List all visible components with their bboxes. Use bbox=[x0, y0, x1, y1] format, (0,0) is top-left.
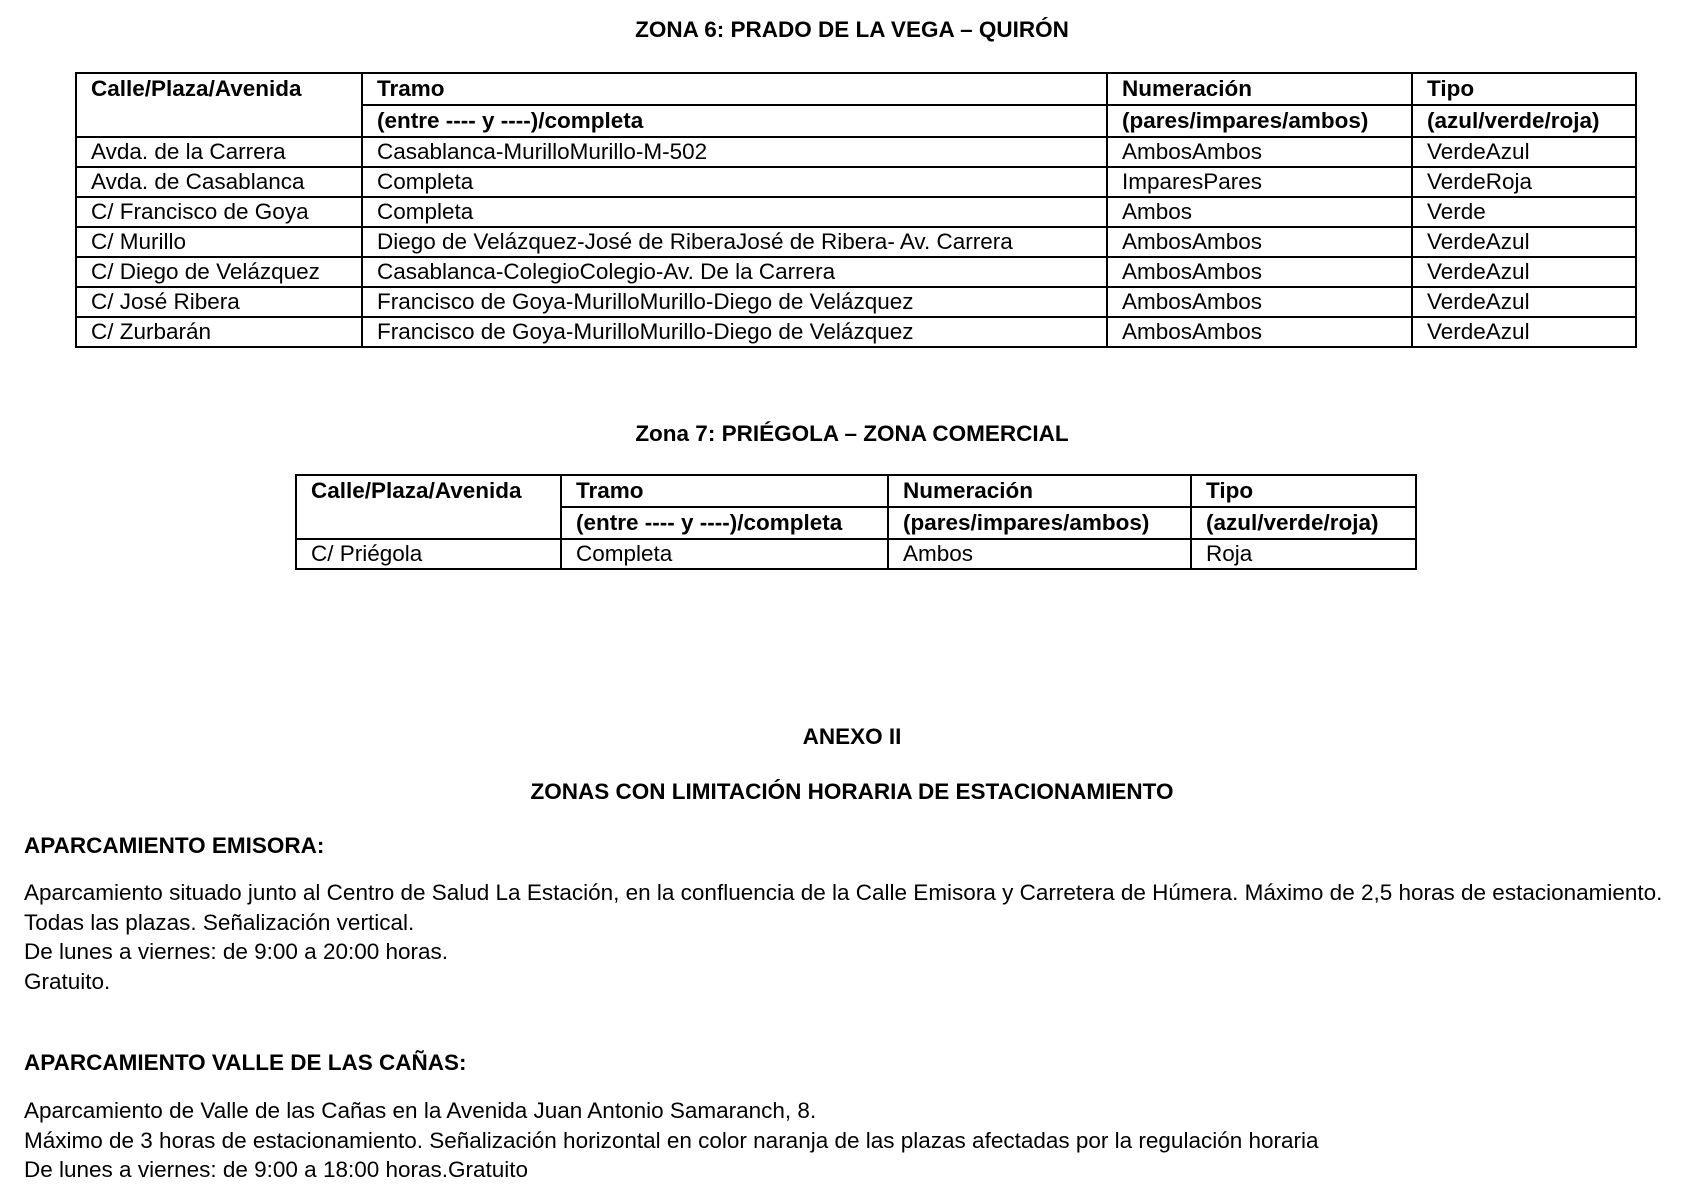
annex-title: ANEXO II bbox=[802, 724, 902, 749]
table-row bbox=[76, 257, 1636, 287]
emisora-p1: Aparcamiento situado junto al Centro de Salud La Estación, en la confluencia de la Calle Emisora y Carretera de Húmera. Máximo de 2,5 horas de estacionamiento. bbox=[24, 880, 1663, 905]
table-row bbox=[76, 167, 1636, 197]
header-street: Calle/Plaza/Avenida bbox=[296, 475, 561, 539]
table-row bbox=[76, 137, 1636, 167]
header-street: Calle/Plaza/Avenida bbox=[76, 73, 362, 137]
emisora-p4: Gratuito. bbox=[24, 968, 111, 994]
valle-p2: Máximo de 3 horas de estacionamiento. Señalización horizontal en color naranja de las plazas afectadas por la regulación horaria bbox=[24, 1127, 1319, 1153]
tipo-cell: VerdeAzul bbox=[1412, 227, 1636, 257]
tramo-cell: Completa bbox=[362, 197, 1107, 227]
emisora-p3: De lunes a viernes: de 9:00 a 20:00 horas. bbox=[24, 939, 449, 964]
street-cell: C/ José Ribera bbox=[76, 287, 362, 317]
header-numeracion: Numeración bbox=[1107, 73, 1412, 105]
header-tipo: Tipo bbox=[1191, 475, 1416, 507]
zone7-title: Zona 7: PRIÉGOLA – ZONA COMERCIAL bbox=[635, 421, 1069, 446]
emisora-text bbox=[24, 878, 1685, 996]
zone6-title: ZONA 6: PRADO DE LA VEGA – QUIRÓN bbox=[635, 17, 1069, 42]
valle-heading: APARCAMIENTO VALLE DE LAS CAÑAS: bbox=[24, 1050, 467, 1075]
tipo-cell: VerdeAzul bbox=[1412, 137, 1636, 167]
header-tramo-sub: (entre ---- y ----)/completa bbox=[362, 105, 1107, 137]
numeracion-cell: AmbosAmbos bbox=[1107, 317, 1412, 347]
header-tipo: Tipo bbox=[1412, 73, 1636, 105]
tramo-cell: Francisco de Goya-MurilloMurillo-Diego de Velázquez bbox=[362, 287, 1107, 317]
numeracion-cell: ImparesPares bbox=[1107, 167, 1412, 197]
valle-p1: Aparcamiento de Valle de las Cañas en la Avenida Juan Antonio Samaranch, 8. bbox=[24, 1098, 817, 1123]
valle-text bbox=[24, 1096, 1685, 1185]
street-cell: C/ Diego de Velázquez bbox=[76, 257, 362, 287]
tramo-cell: Francisco de Goya-MurilloMurillo-Diego de Velázquez bbox=[362, 317, 1107, 347]
header-tramo: Tramo bbox=[362, 73, 1107, 105]
tramo-cell: Casablanca-ColegioColegio-Av. De la Carrera bbox=[362, 257, 1107, 287]
street-cell: Avda. de Casablanca bbox=[76, 167, 362, 197]
numeracion-cell: AmbosAmbos bbox=[1107, 287, 1412, 317]
emisora-p2: Todas las plazas. Señalización vertical. bbox=[24, 909, 415, 935]
numeracion-cell: AmbosAmbos bbox=[1107, 257, 1412, 287]
header-tipo-sub: (azul/verde/roja) bbox=[1191, 507, 1416, 539]
numeracion-cell: Ambos bbox=[888, 539, 1191, 569]
tramo-cell: Diego de Velázquez-José de RiberaJosé de Ribera- Av. Carrera bbox=[362, 227, 1107, 257]
tipo-cell: Verde bbox=[1412, 197, 1636, 227]
emisora-heading: APARCAMIENTO EMISORA: bbox=[24, 833, 325, 858]
annex-subtitle: ZONAS CON LIMITACIÓN HORARIA DE ESTACIONAMIENTO bbox=[530, 779, 1174, 804]
table-row bbox=[296, 539, 1416, 569]
header-numeracion-sub: (pares/impares/ambos) bbox=[1107, 105, 1412, 137]
tipo-cell: VerdeAzul bbox=[1412, 257, 1636, 287]
header-tipo-sub: (azul/verde/roja) bbox=[1412, 105, 1636, 137]
street-cell: C/ Zurbarán bbox=[76, 317, 362, 347]
header-numeracion: Numeración bbox=[888, 475, 1191, 507]
tipo-cell: VerdeAzul bbox=[1412, 287, 1636, 317]
street-cell: C/ Murillo bbox=[76, 227, 362, 257]
table-row bbox=[76, 227, 1636, 257]
tipo-cell: VerdeRoja bbox=[1412, 167, 1636, 197]
table-row bbox=[76, 197, 1636, 227]
zone6-table bbox=[75, 72, 1637, 348]
tramo-cell: Casablanca-MurilloMurillo-M-502 bbox=[362, 137, 1107, 167]
valle-p3: De lunes a viernes: de 9:00 a 18:00 horas.Gratuito bbox=[24, 1157, 529, 1182]
numeracion-cell: Ambos bbox=[1107, 197, 1412, 227]
table-row bbox=[76, 317, 1636, 347]
zone7-table bbox=[295, 474, 1417, 570]
table-row bbox=[76, 287, 1636, 317]
tipo-cell: VerdeAzul bbox=[1412, 317, 1636, 347]
header-tramo: Tramo bbox=[561, 475, 888, 507]
street-cell: C/ Priégola bbox=[296, 539, 561, 569]
street-cell: C/ Francisco de Goya bbox=[76, 197, 362, 227]
street-cell: Avda. de la Carrera bbox=[76, 137, 362, 167]
tramo-cell: Completa bbox=[561, 539, 888, 569]
header-tramo-sub: (entre ---- y ----)/completa bbox=[561, 507, 888, 539]
tramo-cell: Completa bbox=[362, 167, 1107, 197]
numeracion-cell: AmbosAmbos bbox=[1107, 137, 1412, 167]
header-numeracion-sub: (pares/impares/ambos) bbox=[888, 507, 1191, 539]
numeracion-cell: AmbosAmbos bbox=[1107, 227, 1412, 257]
tipo-cell: Roja bbox=[1191, 539, 1416, 569]
